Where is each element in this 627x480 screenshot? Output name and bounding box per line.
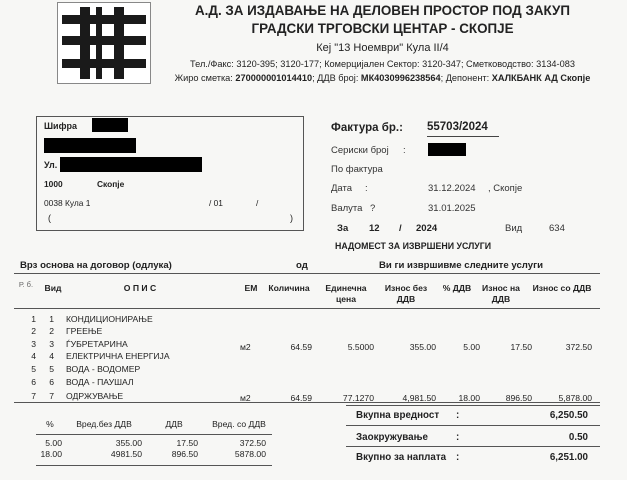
- row-1-vid: 1: [49, 314, 54, 324]
- row-7-ddv: 896.50: [505, 393, 532, 403]
- for-label: За: [337, 223, 349, 234]
- row-6-rb: 6: [31, 377, 36, 387]
- company-name-line2: ГРАДСКИ ТРГОВСКИ ЦЕНТАР - СКОПЈЕ: [251, 21, 514, 36]
- row-3-opis: ЃУБРЕТАРИНА: [66, 339, 128, 349]
- payable-colon: :: [456, 452, 460, 463]
- vat-th-so: Вред. со ДДВ: [212, 419, 266, 429]
- vat-row-1-ddv: 17.50: [176, 438, 198, 448]
- row-6-opis: ВОДА - ПАУШАЛ: [66, 377, 134, 387]
- customer-code-label: Шифра: [44, 121, 77, 131]
- serial-label: Сериски број: [331, 145, 389, 156]
- row-3-em: м2: [240, 342, 251, 352]
- bank-prefix: Жиро сметка:: [174, 73, 236, 83]
- rounding-label: Заокружување: [356, 432, 428, 443]
- serial-colon: :: [403, 145, 406, 156]
- row-4-vid: 4: [49, 351, 54, 361]
- row-4-opis: ЕЛЕКТРИЧНА ЕНЕРГИЈА: [66, 351, 170, 361]
- vat-row-2-ddv: 896.50: [171, 449, 198, 459]
- th-em: ЕМ: [244, 283, 258, 293]
- invoice-date: 31.12.2024: [428, 183, 476, 194]
- contract-basis-label: Врз основа на договор (одлукa): [20, 260, 172, 271]
- row-7-pct: 18.00: [458, 393, 480, 403]
- currency-date: 31.01.2025: [428, 203, 476, 214]
- row-2-opis: ГРЕЕЊЕ: [66, 326, 103, 336]
- row-7-so: 5,878.00: [558, 393, 592, 403]
- customer-city: Скопје: [97, 179, 125, 189]
- type-label: Вид: [505, 223, 523, 234]
- payable-value: 6,251.00: [549, 452, 588, 463]
- invoice-place: , Скопје: [488, 183, 523, 194]
- th-opis: О П И С: [123, 283, 157, 293]
- paren-open: (: [48, 213, 51, 223]
- vat-row-1-bez: 355.00: [115, 438, 142, 448]
- paren-close: ): [290, 213, 293, 223]
- row-3-cena: 5.5000: [347, 342, 374, 352]
- by-invoice-label: По фактура: [331, 164, 383, 175]
- payable-label: Вкупно за наплата: [356, 452, 447, 463]
- company-address: Кеј "13 Ноември" Кула II/4: [316, 42, 449, 54]
- customer-location: 0038 Кула 1: [44, 198, 91, 208]
- date-colon: :: [365, 183, 368, 194]
- depositor-prefix: ; Депонент:: [440, 73, 492, 83]
- invoice-label: Фактура бр.:: [331, 122, 403, 134]
- vat-row-2-bez: 4981.50: [110, 449, 142, 459]
- row-7-bez: 4,981.50: [402, 393, 436, 403]
- invoice-number: 55703/2024: [427, 121, 488, 133]
- vat-th-bez: Вред.без ДДВ: [76, 419, 132, 429]
- row-5-vid: 5: [49, 364, 54, 374]
- customer-street-label: Ул.: [44, 160, 58, 170]
- currency-label: Валута: [331, 203, 363, 214]
- tax-number: МК4030996238564: [360, 73, 441, 83]
- rounding-colon: :: [456, 432, 460, 443]
- vat-row-1-pct: 5.00: [45, 438, 62, 448]
- th-iznos-bez: Износ без ДДВ: [384, 283, 428, 304]
- row-7-vid: 7: [49, 391, 54, 401]
- vat-row-2-so: 5878.00: [234, 449, 266, 459]
- bank-account: 270000001014410: [235, 73, 313, 83]
- row-7-rb: 7: [31, 391, 36, 401]
- row-2-vid: 2: [49, 326, 54, 336]
- row-1-opis: КОНДИЦИОНИРАЊЕ: [66, 314, 153, 324]
- th-pct: % ДДВ: [442, 283, 472, 293]
- company-bank-line: [150, 73, 615, 83]
- vat-th-pct: %: [46, 419, 54, 429]
- customer-address-box: [36, 116, 304, 231]
- depositor: ХАЛКБАНК АД Скопје: [491, 73, 591, 83]
- row-1-rb: 1: [31, 314, 36, 324]
- redacted-code: [92, 118, 128, 132]
- currency-colon: ?: [370, 203, 376, 214]
- row-5-opis: ВОДА - ВОДОМЕР: [66, 364, 141, 374]
- company-phones: Тел./Факс: 3120-395; 3120-177; Комерцијален Сектор: 3120-347; Сметководство: 3134-083: [190, 59, 575, 69]
- rounding-value: 0.50: [568, 432, 588, 443]
- customer-slash-b: /: [256, 198, 259, 208]
- type-value: 634: [549, 223, 565, 234]
- date-label: Дата: [331, 183, 353, 194]
- vat-th-ddv: ДДВ: [165, 419, 183, 429]
- total-colon: :: [456, 410, 460, 421]
- period-slash: /: [399, 223, 402, 234]
- customer-slash-a: / 01: [209, 198, 223, 208]
- row-3-kolicina: 64.59: [290, 342, 312, 352]
- row-6-vid: 6: [49, 377, 54, 387]
- total-value: 6,250.50: [549, 410, 588, 421]
- th-kolicina: Количина: [268, 283, 310, 293]
- contract-from-label: од: [296, 260, 308, 271]
- invoice-subtitle: НАДОМЕСТ ЗА ИЗВРШЕНИ УСЛУГИ: [335, 241, 492, 251]
- row-3-vid: 3: [49, 339, 54, 349]
- row-7-kolicina: 64.59: [290, 393, 312, 403]
- company-logo: [57, 2, 151, 84]
- th-iznos-so: Износ со ДДВ: [532, 283, 592, 293]
- hash-logo-icon: [58, 3, 150, 83]
- row-4-rb: 4: [31, 351, 36, 361]
- redacted-street: [60, 157, 202, 172]
- customer-postal-code: 1000: [44, 179, 63, 189]
- row-5-rb: 5: [31, 364, 36, 374]
- total-label: Вкупна вредност: [356, 410, 440, 421]
- redacted-name: [44, 138, 136, 153]
- company-name-line1: А.Д. ЗА ИЗДАВАЊЕ НА ДЕЛОВЕН ПРОСТОР ПОД ЗАКУП: [195, 3, 570, 18]
- redacted-serial: [428, 143, 466, 156]
- row-7-opis: ОДРЖУВАЊЕ: [66, 391, 124, 401]
- row-3-ddv: 17.50: [510, 342, 532, 352]
- we-charge-label: Ви ги извршивме следните услуги: [379, 260, 543, 271]
- row-7-cena: 77.1270: [342, 393, 374, 403]
- row-3-bez: 355.00: [409, 342, 436, 352]
- vat-row-1-so: 372.50: [239, 438, 266, 448]
- th-iznos-na: Износ на ДДВ: [482, 283, 520, 304]
- row-7-em: м2: [240, 393, 251, 403]
- invoice-month: 12: [369, 223, 380, 234]
- row-3-so: 372.50: [565, 342, 592, 352]
- row-3-pct: 5.00: [463, 342, 480, 352]
- row-3-rb: 3: [31, 339, 36, 349]
- th-rb: Р. б.: [18, 280, 34, 289]
- th-vid: Вид: [44, 283, 62, 293]
- th-ed-cena: Единечна цена: [325, 283, 367, 304]
- invoice-year: 2024: [416, 223, 438, 234]
- tax-prefix: ; ДДВ број:: [312, 73, 361, 83]
- row-2-rb: 2: [31, 326, 36, 336]
- vat-row-2-pct: 18.00: [40, 449, 62, 459]
